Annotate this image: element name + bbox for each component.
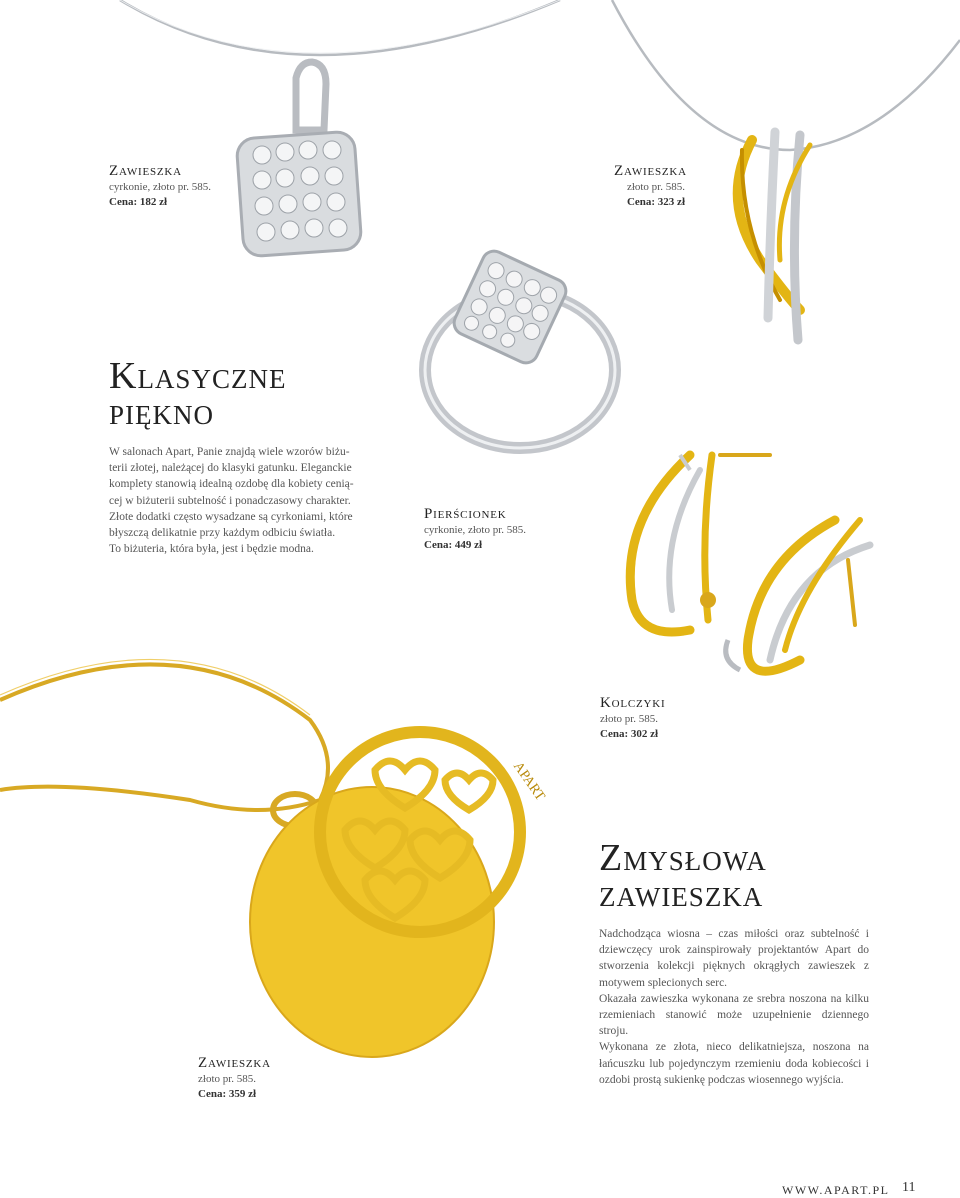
- section-sensual: [599, 837, 869, 1088]
- sensual-body: [599, 926, 869, 1088]
- caption-title: Zawieszka: [109, 163, 182, 179]
- caption-price: Cena: 302 zł: [600, 728, 659, 740]
- caption-price: Cena: 449 zł: [424, 539, 483, 551]
- caption-material: złoto pr. 585.: [600, 713, 659, 725]
- caption-ring: [424, 505, 526, 553]
- classic-heading-line1: Klasyczne: [109, 355, 287, 397]
- caption-title: Pierścionek: [424, 506, 507, 522]
- sensual-heading-line2: zawieszka: [599, 873, 764, 915]
- classic-line: błyszczą delikatnie przy każdym odbiciu światła.: [109, 527, 336, 540]
- caption-price: Cena: 182 zł: [109, 196, 168, 208]
- classic-line: komplety stanowią idealną ozdobę dla kobiety cenią-: [109, 478, 354, 491]
- caption-title: Zawieszka: [198, 1055, 271, 1071]
- page-number: 11: [902, 1180, 916, 1195]
- caption-earrings: [600, 694, 666, 742]
- caption-price: Cena: 359 zł: [198, 1088, 257, 1100]
- caption-material: cyrkonie, złoto pr. 585.: [424, 524, 527, 536]
- caption-pendant-square: [109, 162, 211, 210]
- caption-pendant-twist: [614, 162, 685, 210]
- classic-line: cej w biżuterii subtelność i ponadczasowy charakter.: [109, 494, 351, 507]
- classic-body: [109, 444, 379, 557]
- sensual-paragraph-3: Wykonana ze złota, nieco delikatniejsza, noszona na łańcuszku lub pojedynczym rzemieniu doda kobiecości i ozdobi prostą sukienkę podczas wiosennego wyjścia.: [599, 1041, 869, 1086]
- engraving-text: APART: [509, 759, 548, 804]
- caption-pendant-hearts: [198, 1054, 271, 1102]
- classic-heading-line2: piękno: [109, 391, 214, 433]
- classic-heading: [109, 355, 379, 433]
- sensual-paragraph-2: Okazała zawieszka wykonana ze srebra noszona na kilku rzemieniach stanowić może uzupełnienie dziennego stroju.: [599, 992, 869, 1038]
- footer-url[interactable]: WWW.APART.PL: [782, 1183, 890, 1197]
- sensual-paragraph-1: Nadchodząca wiosna – czas miłości oraz subtelność i dziewczęcy urok zainspirowały projektantów Apart do stworzenia kolekcji pięknych okrągłych zawieszek z motywem splecionych serc.: [599, 928, 869, 989]
- classic-line: terii złotej, należącej do klasyki gatunku. Eleganckie: [109, 462, 352, 475]
- classic-line: Złote dodatki często wysadzane są cyrkoniami, które: [109, 510, 353, 523]
- section-classic: [109, 355, 379, 557]
- sensual-heading-line1: Zmysłowa: [599, 837, 767, 879]
- caption-material: złoto pr. 585.: [626, 181, 685, 193]
- caption-title: Kolczyki: [600, 695, 666, 711]
- classic-line: To biżuteria, która była, jest i będzie modna.: [109, 543, 314, 556]
- sensual-heading: [599, 837, 869, 915]
- caption-material: cyrkonie, złoto pr. 585.: [109, 181, 212, 193]
- caption-material: złoto pr. 585.: [198, 1073, 257, 1085]
- classic-line: W salonach Apart, Panie znajdą wiele wzorów biżu-: [109, 446, 350, 458]
- caption-price: Cena: 323 zł: [626, 196, 685, 208]
- caption-title: Zawieszka: [614, 163, 687, 179]
